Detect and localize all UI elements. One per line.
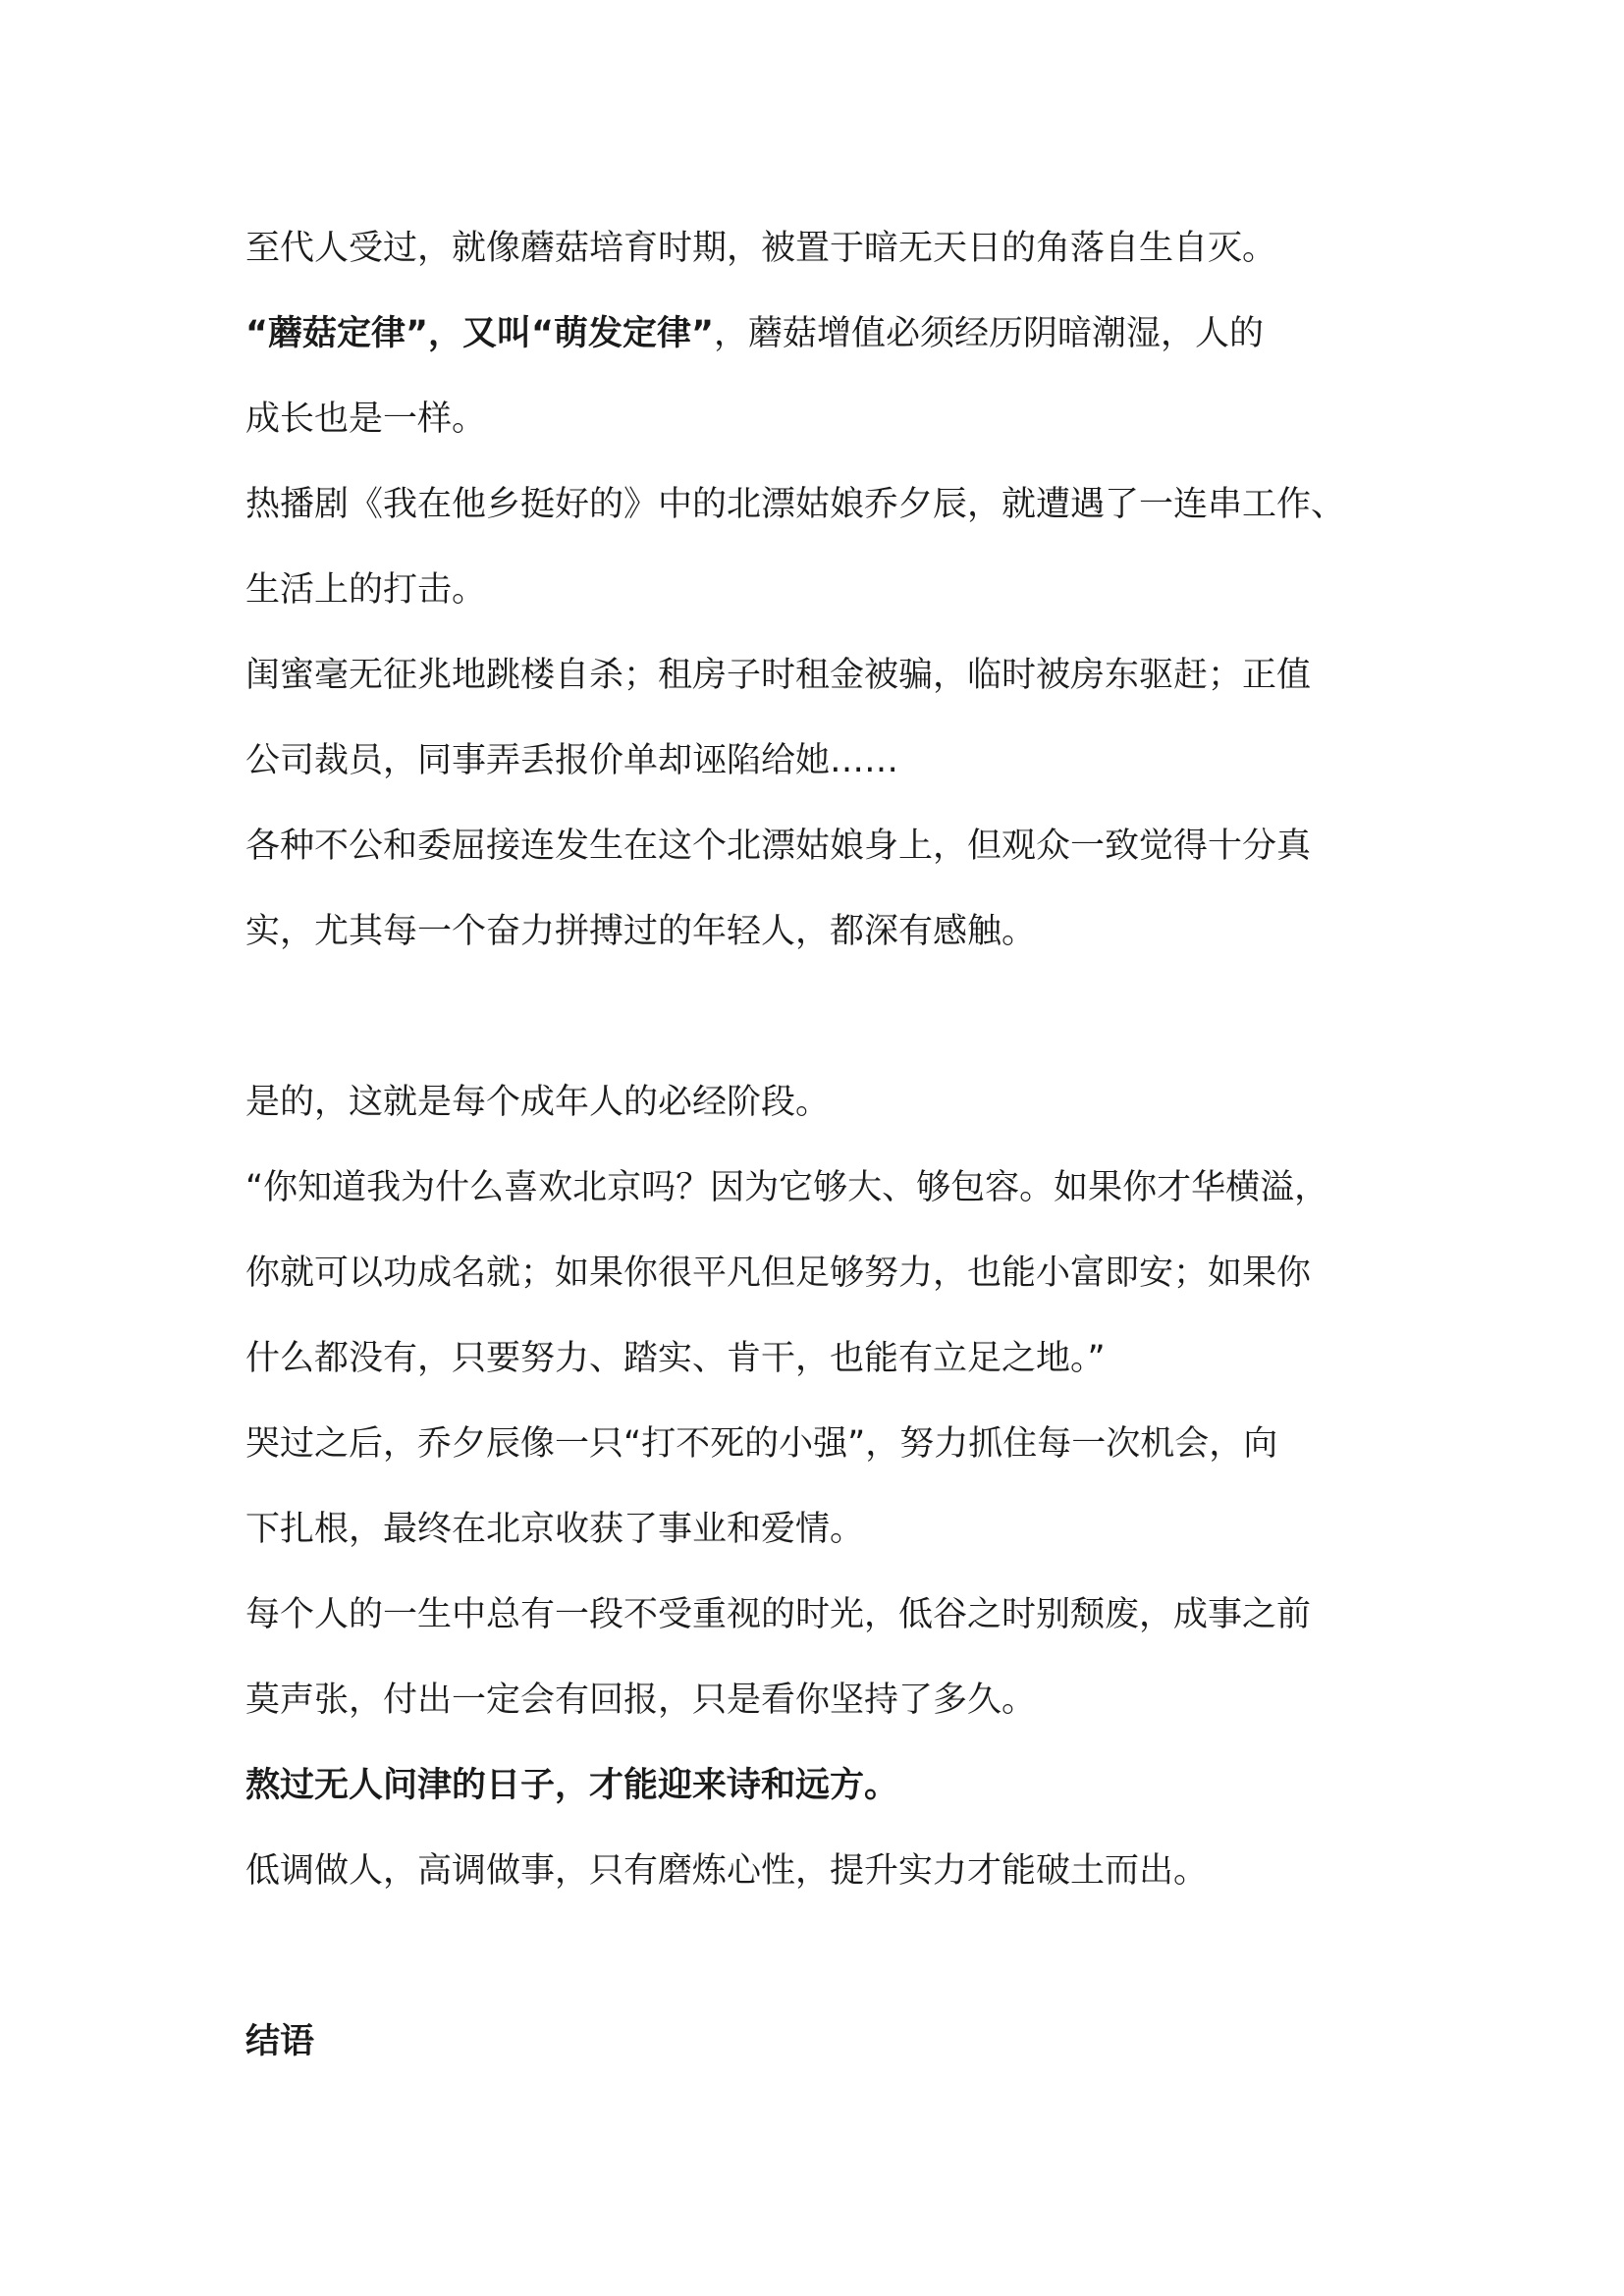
mushroom-law-term: “蘑菇定律”，又叫“萌发定律” <box>245 314 715 353</box>
paragraph-line: 实，尤其每一个奋力拼搏过的年轻人，都深有感触。 <box>245 912 1037 951</box>
paragraph-line: 热播剧《我在他乡挺好的》中的北漂姑娘乔夕辰，就遭遇了一连串工作、 <box>245 485 1346 524</box>
paragraph-line: 各种不公和委屈接连发生在这个北漂姑娘身上，但观众一致觉得十分真 <box>245 827 1312 866</box>
paragraph-line: 哭过之后，乔夕辰像一只“打不死的小强”，努力抓住每一次机会，向 <box>245 1424 1278 1464</box>
paragraph-gap <box>245 1914 1389 2000</box>
mushroom-law-line <box>245 292 1389 377</box>
quote-line: 你就可以功成名就；如果你很平凡但足够努力，也能小富即安；如果你 <box>245 1254 1312 1293</box>
paragraph-line: 下扎根，最终在北京收获了事业和爱情。 <box>245 1510 865 1549</box>
paragraph-line: 公司裁员，同事弄丢报价单却诬陷给她…… <box>245 741 899 780</box>
emphasis-line: 熬过无人问津的日子，才能迎来诗和远方。 <box>245 1766 899 1805</box>
mushroom-law-text: ，蘑菇增值必须经历阴暗潮湿，人的 <box>714 314 1265 353</box>
quote-line: 什么都没有，只要努力、踏实、肯干，也能有立足之地。” <box>245 1339 1106 1378</box>
paragraph-line: 生活上的打击。 <box>245 570 487 610</box>
paragraph-line: 每个人的一生中总有一段不受重视的时光，低谷之时别颓废，成事之前 <box>245 1595 1312 1634</box>
section-heading: 结语 <box>245 2022 315 2061</box>
article-body <box>245 206 1389 2085</box>
quote-line: “你知道我为什么喜欢北京吗？因为它够大、够包容。如果你才华横溢， <box>245 1168 1329 1207</box>
paragraph-line: 低调做人，高调做事，只有磨炼心性，提升实力才能破土而出。 <box>245 1851 1209 1891</box>
paragraph-line: 成长也是一样。 <box>245 400 487 439</box>
paragraph-line: 闺蜜毫无征兆地跳楼自杀；租房子时租金被骗，临时被房东驱赶；正值 <box>245 656 1312 695</box>
paragraph-line: 莫声张，付出一定会有回报，只是看你坚持了多久。 <box>245 1681 1037 1720</box>
paragraph-gap <box>245 975 1389 1060</box>
paragraph-line: 至代人受过，就像蘑菇培育时期，被置于暗无天日的角落自生自灭。 <box>245 229 1277 268</box>
paragraph-line: 是的，这就是每个成年人的必经阶段。 <box>245 1083 831 1122</box>
